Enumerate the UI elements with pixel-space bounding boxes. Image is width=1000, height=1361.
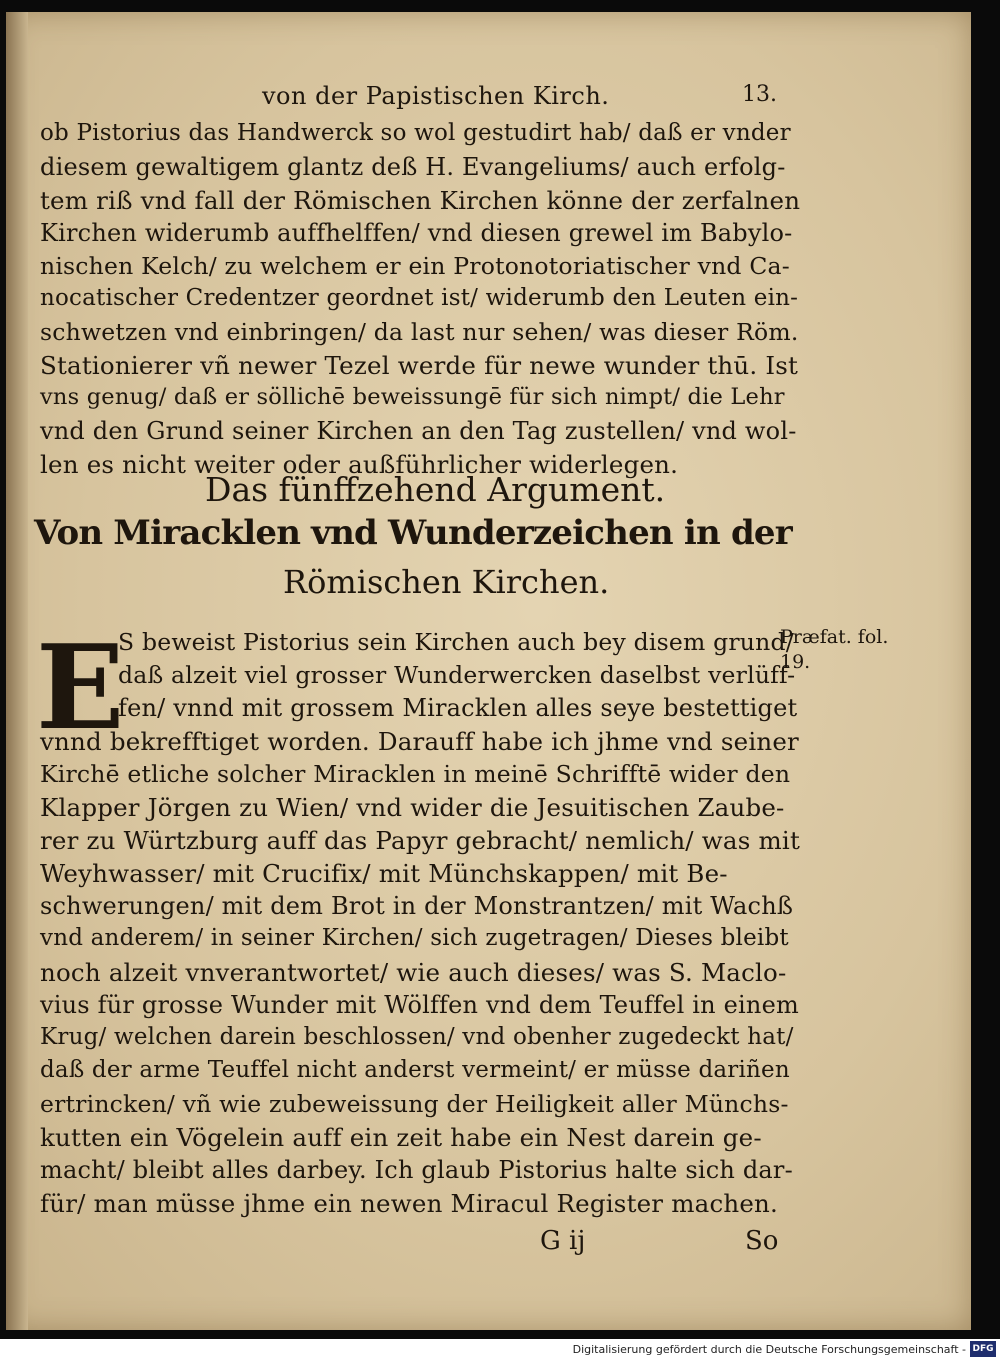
body-line: vnd den Grund seiner Kirchen an den Tag zustellen/ vnd wol- [40, 417, 797, 445]
paragraph-line: für/ man müsse jhme ein newen Miracul Register machen. [40, 1189, 779, 1218]
paragraph-line: macht/ bleibt alles darbey. Ich glaub Pistorius halte sich dar- [40, 1156, 793, 1184]
body-line: diesem gewaltigem glantz deß H. Evangeliums/ auch erfolg- [40, 153, 786, 181]
paragraph-line: Krug/ welchen darein beschlossen/ vnd obenher zugedeckt hat/ [40, 1024, 794, 1050]
signature-mark: G ij [540, 1226, 586, 1256]
paragraph-line: daß alzeit viel grosser Wunderwercken daselbst verlüff- [118, 661, 796, 689]
paragraph-line: ertrincken/ vñ wie zubeweissung der Heiligkeit aller Münchs- [40, 1090, 789, 1118]
paragraph-line: noch alzeit vnverantwortet/ wie auch dieses/ was S. Maclo- [40, 958, 787, 987]
paragraph-line: vnd anderem/ in seiner Kirchen/ sich zugetragen/ Dieses bleibt [40, 925, 789, 951]
body-line: schwetzen vnd einbringen/ da last nur sehen/ was dieser Röm. [40, 318, 799, 346]
paragraph-line: schwerungen/ mit dem Brot in der Monstrantzen/ mit Wachß [40, 892, 794, 920]
body-line: vns genug/ daß er söllichē beweissungē für sich nimpt/ die Lehr [40, 384, 785, 410]
section-title: Von Miracklen vnd Wunderzeichen in der [34, 513, 792, 553]
paragraph-line: Klapper Jörgen zu Wien/ vnd wider die Jesuitischen Zaube- [40, 793, 785, 822]
folio-number: 13. [742, 82, 777, 107]
argument-heading: Das fünffzehend Argument. [205, 470, 666, 509]
section-title-continued: Römischen Kirchen. [283, 563, 610, 601]
page-gutter-shadow [6, 12, 28, 1330]
body-line: Kirchen widerumb auffhelffen/ vnd diesen grewel im Babylo- [40, 219, 793, 247]
paragraph-line: kutten ein Vögelein auff ein zeit habe ein Nest darein ge- [40, 1123, 762, 1152]
margin-note: Præfat. fol. [780, 626, 889, 648]
body-line: Stationierer vñ newer Tezel werde für newe wunder thū. Ist [40, 351, 799, 380]
body-line: tem riß vnd fall der Römischen Kirchen könne der zerfalnen [40, 186, 801, 215]
catchword: So [745, 1226, 779, 1256]
paragraph-line: daß der arme Teuffel nicht anderst vermeint/ er müsse dariñen [40, 1057, 790, 1083]
margin-note-page: 19. [780, 651, 811, 673]
dfg-logo-icon: DFG [970, 1341, 996, 1357]
paragraph-line: Weyhwasser/ mit Crucifix/ mit Münchskappen/ mit Be- [40, 859, 728, 888]
body-line: nischen Kelch/ zu welchem er ein Protonotoriatischer vnd Ca- [40, 252, 790, 280]
paragraph-line: rer zu Würtzburg auff das Papyr gebracht/ nemlich/ was mit [40, 826, 800, 855]
paragraph-line: fen/ vnnd mit grossem Miracklen alles seye bestettiget [118, 694, 798, 722]
paragraph-line: vnnd bekrefftiget worden. Darauff habe ich jhme vnd seiner [40, 727, 799, 756]
body-line: ob Pistorius das Handwerck so wol gestudirt hab/ daß er vnder [40, 120, 791, 146]
paragraph-line: S beweist Pistorius sein Kirchen auch bey disem grund/ [118, 628, 794, 656]
running-title: von der Papistischen Kirch. [262, 82, 610, 110]
paragraph-line: vius für grosse Wunder mit Wölffen vnd dem Teuffel in einem [40, 991, 799, 1019]
body-line: nocatischer Credentzer geordnet ist/ widerumb den Leuten ein- [40, 285, 799, 311]
drop-capital: E [36, 620, 125, 756]
body-line: len es nicht weiter oder außführlicher widerlegen. [40, 450, 679, 479]
paragraph-line: Kirchē etliche solcher Miracklen in meinē Schrifftē wider den [40, 760, 791, 788]
funding-credit: Digitalisierung gefördert durch die Deutsche Forschungsgemeinschaft - [572, 1343, 966, 1356]
